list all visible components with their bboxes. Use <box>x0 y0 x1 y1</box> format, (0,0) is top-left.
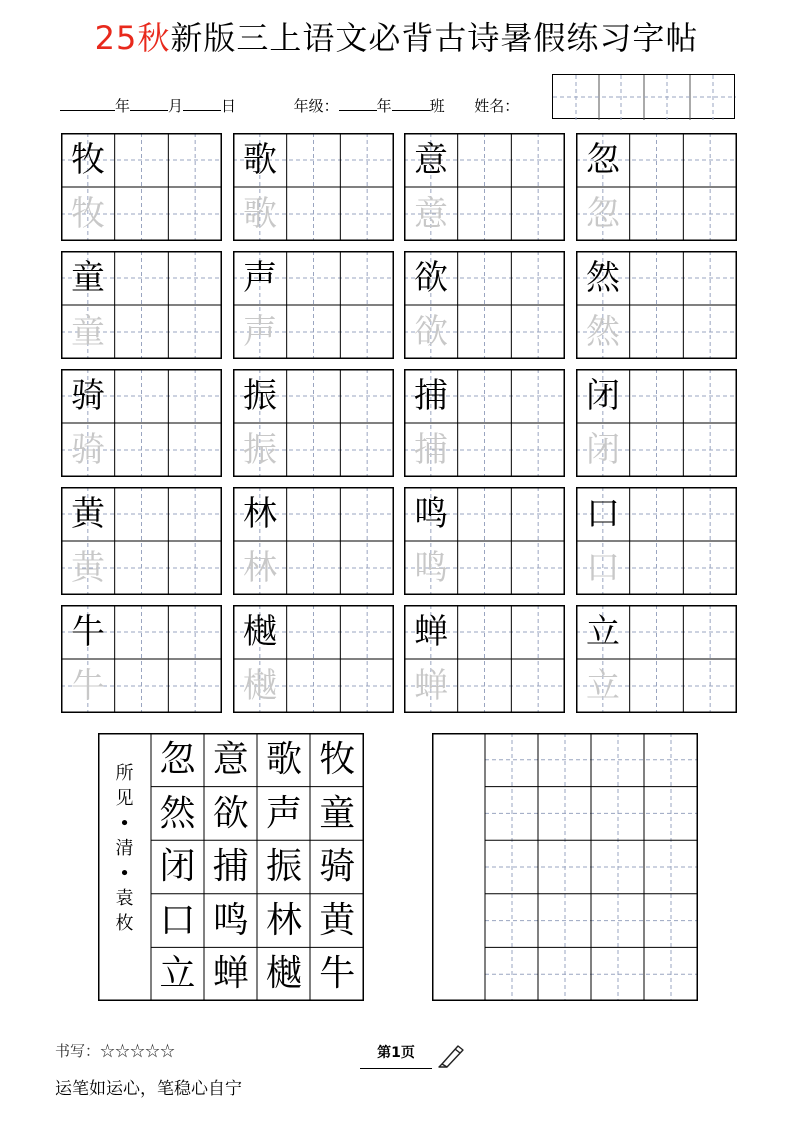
trace-char: 捕 <box>414 430 448 470</box>
trace-char: 欲 <box>414 312 448 352</box>
motto: 运笔如运心，笔稳心自宁 <box>55 1079 242 1099</box>
poem-char: 牛 <box>319 953 356 995</box>
model-char: 意 <box>414 140 448 180</box>
poem-char: 林 <box>265 899 302 941</box>
practice-block[interactable] <box>233 251 394 359</box>
practice-block[interactable] <box>576 487 737 595</box>
trace-char: 立 <box>586 666 620 706</box>
day-blank[interactable] <box>183 96 221 111</box>
model-char: 骑 <box>71 376 105 416</box>
practice-block[interactable] <box>61 251 222 359</box>
trace-char: 鸣 <box>414 548 448 588</box>
model-char: 歌 <box>243 140 277 180</box>
trace-char: 振 <box>243 430 277 470</box>
model-char: 口 <box>586 494 620 534</box>
trace-char: 樾 <box>243 666 277 706</box>
model-char: 林 <box>243 494 277 534</box>
poem-char: 振 <box>265 846 302 888</box>
poem-char: 樾 <box>265 953 302 995</box>
poem-char: 鸣 <box>212 899 249 941</box>
page-number: 第1页 <box>360 1042 432 1069</box>
side-char: 见 <box>115 788 134 809</box>
name-label: 姓名： <box>474 97 520 115</box>
side-char: 枚 <box>115 913 134 934</box>
practice-block[interactable] <box>61 605 222 713</box>
year-label: 年 <box>115 97 131 115</box>
practice-block[interactable] <box>576 605 737 713</box>
day-label: 日 <box>221 97 237 115</box>
model-char: 牛 <box>71 612 105 652</box>
blank-grid-lines <box>432 733 698 1001</box>
grade-year-label: 年 <box>376 97 392 115</box>
trace-char: 然 <box>586 312 620 352</box>
side-char: 袁 <box>115 888 134 909</box>
pen-icon <box>436 1042 466 1068</box>
trace-char: 忽 <box>586 194 620 234</box>
poem-attribution <box>108 761 141 936</box>
poem-char: 骑 <box>319 846 356 888</box>
trace-char: 牧 <box>71 194 105 234</box>
model-char: 立 <box>586 612 620 652</box>
poem-char: 童 <box>319 792 356 834</box>
practice-block[interactable] <box>404 251 565 359</box>
practice-block[interactable] <box>61 487 222 595</box>
trace-char: 声 <box>243 312 277 352</box>
poem-char: 口 <box>159 899 196 941</box>
poem-char: 蝉 <box>212 953 249 995</box>
model-char: 捕 <box>414 376 448 416</box>
model-char: 忽 <box>586 140 620 180</box>
practice-block[interactable] <box>576 133 737 241</box>
practice-block[interactable] <box>404 487 565 595</box>
trace-char: 歌 <box>243 194 277 234</box>
month-label: 月 <box>168 97 184 115</box>
practice-block[interactable] <box>404 369 565 477</box>
model-char: 黄 <box>71 494 105 534</box>
model-char: 然 <box>586 258 620 298</box>
info-line <box>60 96 519 116</box>
practice-block[interactable] <box>404 605 565 713</box>
poem-char: 立 <box>159 953 196 995</box>
side-char: • <box>119 863 130 884</box>
trace-char: 牛 <box>71 666 105 706</box>
model-char: 声 <box>243 258 277 298</box>
year-blank[interactable] <box>60 96 115 111</box>
poem-char: 意 <box>212 739 249 780</box>
trace-char: 林 <box>243 548 277 588</box>
practice-block[interactable] <box>61 369 222 477</box>
poem-char: 忽 <box>159 739 196 780</box>
practice-block[interactable] <box>233 369 394 477</box>
poem-char: 声 <box>265 792 302 834</box>
poem-char: 牧 <box>319 739 356 780</box>
trace-char: 童 <box>71 312 105 352</box>
model-char: 闭 <box>586 376 620 416</box>
class-blank[interactable] <box>392 96 430 111</box>
model-char: 振 <box>243 376 277 416</box>
practice-block[interactable] <box>404 133 565 241</box>
side-char: 所 <box>115 763 134 784</box>
poem-char: 欲 <box>212 792 249 834</box>
blank-practice-grid[interactable] <box>432 733 698 1001</box>
practice-block[interactable] <box>576 369 737 477</box>
trace-char: 意 <box>414 194 448 234</box>
practice-block[interactable] <box>233 487 394 595</box>
poem-char: 然 <box>159 792 196 834</box>
trace-char: 黄 <box>71 548 105 588</box>
model-char: 童 <box>71 258 105 298</box>
poem-grid <box>98 733 364 1001</box>
trace-char: 口 <box>586 548 620 588</box>
practice-block[interactable] <box>233 605 394 713</box>
title-text: 新版三上语文必背古诗暑假练习字帖 <box>170 19 699 57</box>
class-label: 班 <box>429 97 445 115</box>
side-char: 清 <box>115 838 134 859</box>
month-blank[interactable] <box>130 96 168 111</box>
model-char: 蝉 <box>414 612 448 652</box>
trace-char: 闭 <box>586 430 620 470</box>
trace-char: 骑 <box>71 430 105 470</box>
name-box[interactable] <box>552 74 735 119</box>
poem-char: 黄 <box>319 899 356 941</box>
grade-label: 年级： <box>293 97 339 115</box>
writing-score: 书写：☆☆☆☆☆ <box>55 1042 176 1060</box>
practice-block[interactable] <box>61 133 222 241</box>
page-title <box>0 16 793 60</box>
side-char: • <box>119 813 130 834</box>
poem-char: 闭 <box>159 846 196 888</box>
model-char: 欲 <box>414 258 448 298</box>
model-char: 牧 <box>71 140 105 180</box>
model-char: 樾 <box>243 612 277 652</box>
practice-block[interactable] <box>233 133 394 241</box>
model-char: 鸣 <box>414 494 448 534</box>
name-box-grid <box>553 75 736 120</box>
poem-char: 捕 <box>212 846 249 888</box>
title-highlight: 25秋 <box>94 19 171 57</box>
trace-char: 蝉 <box>414 666 448 706</box>
practice-block[interactable] <box>576 251 737 359</box>
grade-blank[interactable] <box>339 96 377 111</box>
poem-char: 歌 <box>265 739 302 780</box>
